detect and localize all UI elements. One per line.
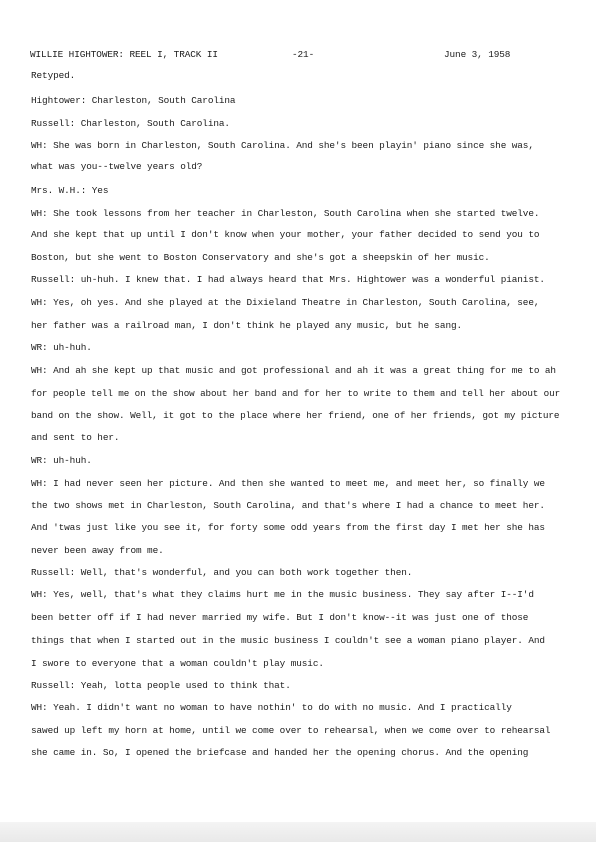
transcript-line: Russell: Well, that's wonderful, and you can both work together then. — [31, 567, 413, 578]
transcript-line: sawed up left my horn at home, until we come over to rehearsal, when we come over to rehearsal — [31, 725, 551, 736]
page-bottom-edge — [0, 822, 596, 842]
transcript-line: things that when I started out in the music business I couldn't see a woman piano player. And — [31, 635, 545, 646]
header-date: June 3, 1958 — [444, 49, 511, 60]
transcript-line: Boston, but she went to Boston Conservatory and she's got a sheepskin of her music. — [31, 252, 490, 263]
transcript-line: she came in. So, I opened the briefcase and handed her the opening chorus. And the opening — [31, 747, 529, 758]
transcript-line: WH: She was born in Charleston, South Carolina. And she's been playin' piano since she was, — [31, 140, 534, 151]
transcript-line: Hightower: Charleston, South Carolina — [31, 95, 236, 106]
transcript-line: And 'twas just like you see it, for forty some odd years from the first day I met her she has — [31, 522, 545, 533]
transcript-line: never been away from me. — [31, 545, 164, 556]
transcript-line: WH: She took lessons from her teacher in Charleston, South Carolina when she started twelve. — [31, 208, 540, 219]
transcript-line: Retyped. — [31, 70, 76, 81]
transcript-line: and sent to her. — [31, 432, 120, 443]
transcript-line: band on the show. Well, it got to the place where her friend, one of her friends, got my picture — [31, 410, 560, 421]
transcript-line: the two shows met in Charleston, South Carolina, and that's where I had a chance to meet her. — [31, 500, 545, 511]
transcript-line: WH: I had never seen her picture. And then she wanted to meet me, and meet her, so finally we — [31, 478, 545, 489]
transcript-line: Mrs. W.H.: Yes — [31, 185, 109, 196]
transcript-line: what was you--twelve years old? — [31, 161, 203, 172]
transcript-line: Russell: uh-huh. I knew that. I had always heard that Mrs. Hightower was a wonderful pianist. — [31, 274, 545, 285]
page-number: -21- — [292, 49, 315, 60]
transcript-line: for people tell me on the show about her band and for her to write to them and tell her about our — [31, 388, 561, 399]
transcript-line: WR: uh-huh. — [31, 455, 92, 466]
transcript-line: WH: Yes, well, that's what they claims hurt me in the music business. They say after I--I'd — [31, 589, 534, 600]
transcript-line: I swore to everyone that a woman couldn't play music. — [31, 658, 324, 669]
transcript-line: WH: And ah she kept up that music and got professional and ah it was a great thing for me to ah — [31, 365, 556, 376]
transcript-line: WH: Yes, oh yes. And she played at the Dixieland Theatre in Charleston, South Carolina, see, — [31, 297, 540, 308]
transcript-line: Russell: Charleston, South Carolina. — [31, 118, 230, 129]
transcript-line: been better off if I had never married my wife. But I don't know--it was just one of those — [31, 612, 529, 623]
transcript-line: her father was a railroad man, I don't think he played any music, but he sang. — [31, 320, 463, 331]
transcript-line: And she kept that up until I don't know when your mother, your father decided to send you to — [31, 229, 540, 240]
header-title: WILLIE HIGHTOWER: REEL I, TRACK II — [30, 49, 218, 60]
transcript-line: Russell: Yeah, lotta people used to think that. — [31, 680, 291, 691]
transcript-line: WH: Yeah. I didn't want no woman to have nothin' to do with no music. And I practically — [31, 702, 512, 713]
transcript-line: WR: uh-huh. — [31, 342, 92, 353]
